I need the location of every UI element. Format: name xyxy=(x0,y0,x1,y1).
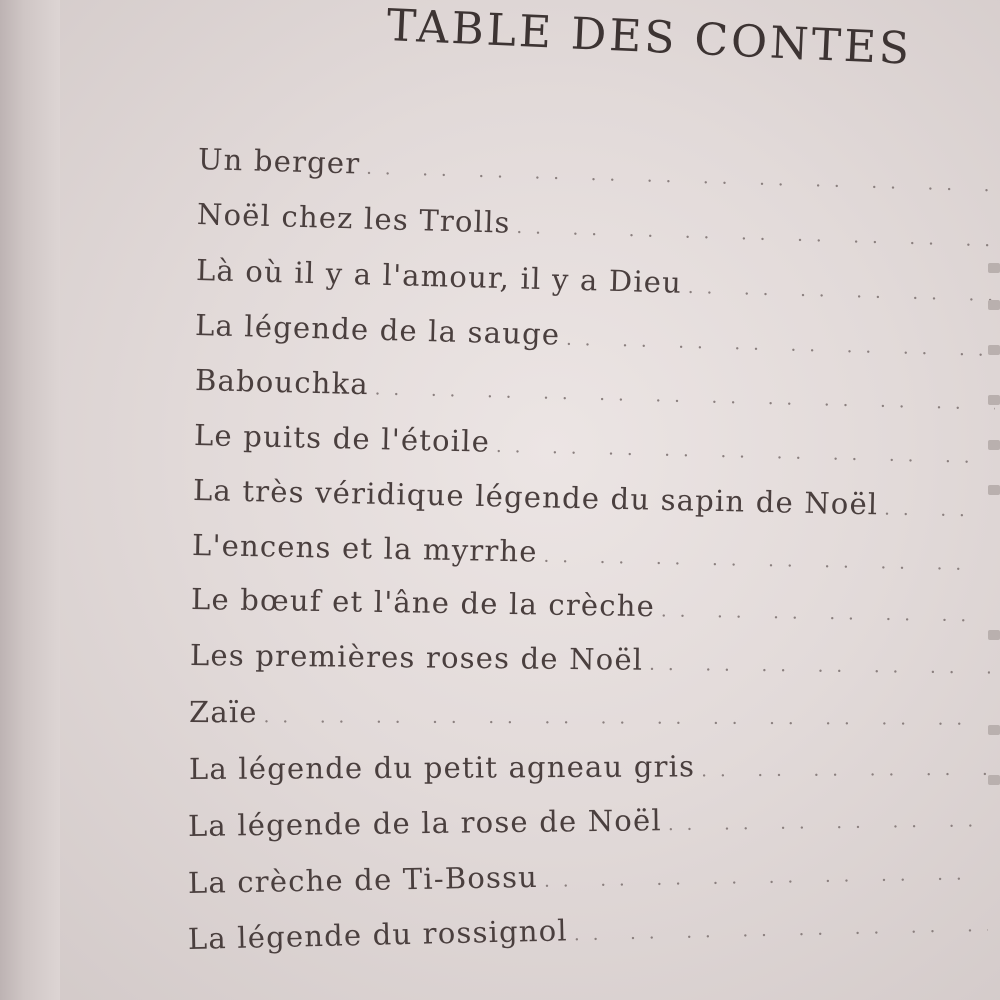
toc-entry xyxy=(192,528,993,583)
toc-entry-title: La légende de la rose de Noël xyxy=(187,803,663,843)
dot-leader xyxy=(375,378,995,414)
toc-entry xyxy=(197,142,998,204)
toc-entry-title: Les premières roses de Noël xyxy=(189,638,644,677)
dot-leader xyxy=(366,158,998,197)
dot-leader xyxy=(574,915,988,945)
toc-entry-title: Un berger xyxy=(197,142,361,181)
dot-leader xyxy=(516,217,997,251)
toc-entry xyxy=(189,748,989,792)
cropped-page-number xyxy=(988,263,1000,273)
cropped-page-number xyxy=(988,725,1000,735)
toc-entry-title: Le bœuf et l'âne de la crèche xyxy=(190,582,656,624)
dot-leader xyxy=(544,863,988,892)
toc-entry-title: La légende du petit agneau gris xyxy=(188,749,696,786)
toc-entry xyxy=(195,253,996,314)
toc-entry xyxy=(194,418,995,476)
toc-entry-title: Zaïe xyxy=(188,695,258,730)
toc-entry-title: La très véridique légende du sapin de Noël xyxy=(192,473,879,522)
dot-leader xyxy=(649,654,990,679)
toc-entry xyxy=(195,363,996,423)
toc-entry-title: La crèche de Ti-Bossu xyxy=(187,859,539,900)
toc-entry-title: Noël chez les Trolls xyxy=(196,197,512,240)
dot-leader xyxy=(701,759,989,782)
toc-entry xyxy=(189,695,989,738)
cropped-page-number xyxy=(988,630,1000,640)
dot-leader xyxy=(668,810,988,835)
toc-entry-title: La légende de la sauge xyxy=(194,308,561,352)
cropped-page-number xyxy=(988,440,1000,450)
page-title: TABLE DES CONTES xyxy=(385,0,914,75)
toc-entry xyxy=(190,638,990,686)
cropped-page-number xyxy=(988,300,1000,310)
dot-leader xyxy=(884,498,993,521)
dot-leader xyxy=(543,546,992,576)
dot-leader xyxy=(661,600,991,626)
toc-entry xyxy=(193,473,994,530)
dot-leader xyxy=(566,329,995,361)
dot-leader xyxy=(496,436,994,468)
toc-entry xyxy=(188,852,989,906)
cropped-page-number xyxy=(988,345,1000,355)
cropped-page-number xyxy=(988,775,1000,785)
toc-entry-title: L'encens et la myrrhe xyxy=(191,528,539,569)
toc-entry xyxy=(191,582,992,635)
toc-entry xyxy=(194,308,995,369)
cropped-page-number xyxy=(988,395,1000,405)
toc-entry xyxy=(196,197,997,259)
toc-entry-title: Babouchka xyxy=(194,363,370,402)
dot-leader xyxy=(264,706,989,730)
dot-leader xyxy=(688,277,996,306)
cropped-page-number xyxy=(988,485,1000,495)
toc-entry-title: La légende du rossignol xyxy=(187,913,569,956)
toc-entry xyxy=(188,799,988,849)
toc-entry xyxy=(188,904,989,962)
toc-entry-title: Le puits de l'étoile xyxy=(193,418,491,459)
toc-entry-title: Là où il y a l'amour, il y a Dieu xyxy=(195,253,683,300)
